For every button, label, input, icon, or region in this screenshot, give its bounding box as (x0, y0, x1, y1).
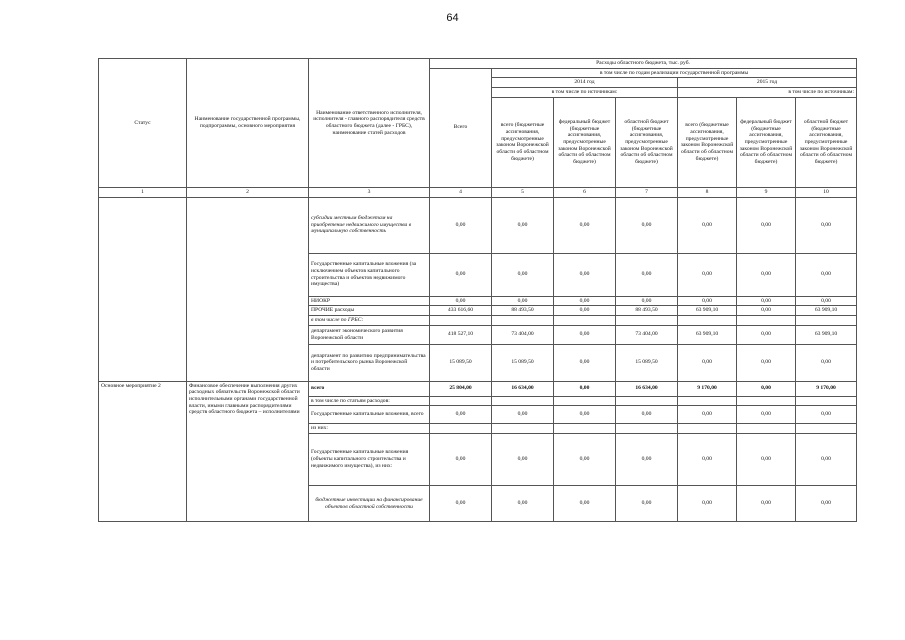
table-row (99, 197, 857, 253)
row-value: 433 616,60 (430, 306, 492, 316)
row-value: 0,00 (492, 434, 554, 486)
row-value: 0,00 (554, 381, 616, 396)
row-value: 0,00 (554, 406, 616, 424)
header-expenses: Расходы областного бюджета, тыс. руб. (430, 59, 857, 69)
row-value: 63 909,10 (678, 325, 737, 344)
header-status: Статус (99, 59, 187, 188)
row-value: 0,00 (737, 306, 796, 316)
row-value: 0,00 (737, 344, 796, 381)
row-value: 0,00 (678, 296, 737, 306)
row-value: 0,00 (492, 406, 554, 424)
row-value: 0,00 (796, 344, 857, 381)
row-label: Государственные капитальные вложения (объекты капитального строительства и недвижимого имущества), из них: (309, 434, 430, 486)
row-label: Государственные капитальные вложения (за исключением объектов капитального строительства и объектов недвижимого имущества) (309, 253, 430, 296)
header-sources-2014: в том числе по источникам: (492, 88, 678, 98)
row-value: 418 527,10 (430, 325, 492, 344)
row-value: 0,00 (554, 486, 616, 522)
header-src-total-2015: всего (бюджетные ассигнования, предусмотренные законом Воронежской области об областном бюджете) (678, 97, 737, 187)
header-executor: Наименование ответственного исполнителя, исполнителя - главного распорядителя средств областного бюджета (далее - ГРБС), наименование статей расходов (309, 59, 430, 188)
row-value: 0,00 (492, 486, 554, 522)
row-value: 0,00 (678, 434, 737, 486)
row-value: 63 909,10 (796, 325, 857, 344)
row-value: 15 089,50 (430, 344, 492, 381)
row-value: 0,00 (678, 197, 737, 253)
column-number: 4 (430, 187, 492, 197)
row-value: 0,00 (796, 197, 857, 253)
row-label: в том числе по статьям расходов: (309, 396, 430, 406)
header-src-regional-2014: областной бюджет (бюджетные ассигнования, предусмотренные законом Воронежской области об областном бюджете) (616, 97, 678, 187)
row-value: 0,00 (737, 434, 796, 486)
header-program: Наименование государственной программы, подпрограммы, основного мероприятия (187, 59, 309, 188)
row-value: 0,00 (616, 434, 678, 486)
row-value: 0,00 (554, 325, 616, 344)
row-value: 0,00 (678, 344, 737, 381)
row-value: 25 804,00 (430, 381, 492, 396)
budget-table (98, 58, 857, 522)
column-number: 8 (678, 187, 737, 197)
header-src-total-2014: всего (бюджетные ассигнования, предусмотренные законом Воронежской области об областном бюджете) (492, 97, 554, 187)
row-value: 0,00 (430, 197, 492, 253)
row-value: 16 634,00 (616, 381, 678, 396)
row-label: ПРОЧИЕ расходы (309, 306, 430, 316)
row-value: 0,00 (796, 486, 857, 522)
row-value: 0,00 (796, 406, 857, 424)
row-value: 0,00 (616, 486, 678, 522)
row-value: 0,00 (796, 253, 857, 296)
row-label: субсидии местным бюджетам на приобретение недвижимого имущества в муниципальную собственность (309, 197, 430, 253)
row-label: всего (309, 381, 430, 396)
row-value: 73 404,00 (492, 325, 554, 344)
row-value: 0,00 (678, 406, 737, 424)
row-value: 0,00 (430, 296, 492, 306)
row-value: 0,00 (554, 434, 616, 486)
row-value: 0,00 (737, 325, 796, 344)
row-value: 0,00 (492, 197, 554, 253)
row-value: 15 089,50 (492, 344, 554, 381)
row-value: 9 170,00 (796, 381, 857, 396)
row-value: 0,00 (430, 486, 492, 522)
row-value: 0,00 (616, 253, 678, 296)
column-number: 9 (737, 187, 796, 197)
column-number: 7 (616, 187, 678, 197)
row-value: 73 404,00 (616, 325, 678, 344)
row-value: 0,00 (492, 296, 554, 306)
row-value: 0,00 (678, 486, 737, 522)
row-value: 63 909,10 (678, 306, 737, 316)
row-value: 0,00 (554, 296, 616, 306)
row-value: 16 634,00 (492, 381, 554, 396)
row-value: 0,00 (430, 253, 492, 296)
header-src-federal-2015: федеральный бюджет (бюджетные ассигнования, предусмотренные законом Воронежской области об областном бюджете) (737, 97, 796, 187)
row-value: 0,00 (554, 306, 616, 316)
row-value: 0,00 (554, 344, 616, 381)
column-number: 2 (187, 187, 309, 197)
row-value: 88 493,50 (616, 306, 678, 316)
row-value: 0,00 (492, 253, 554, 296)
row-label: в том числе по ГРБС: (309, 315, 430, 325)
row-value: 0,00 (737, 406, 796, 424)
program-cell: Финансовое обеспечение выполнения других расходных обязательств Воронежской области исполнительными органами государственной власти, иными главными распорядителями средств областного бюджета – исполнителями (187, 381, 309, 521)
header-year-2015: 2015 год (678, 78, 857, 88)
table-row (99, 381, 857, 396)
column-number: 10 (796, 187, 857, 197)
header-by-years: в том числе по годам реализации государственной программы (492, 68, 857, 78)
status-cell-empty (99, 197, 187, 381)
row-value: 0,00 (616, 406, 678, 424)
column-number: 1 (99, 187, 187, 197)
row-value: 63 909,10 (796, 306, 857, 316)
row-value: 0,00 (796, 434, 857, 486)
row-value: 0,00 (554, 253, 616, 296)
column-number: 3 (309, 187, 430, 197)
column-number-row (99, 187, 857, 197)
row-value: 0,00 (737, 197, 796, 253)
header-year-2014: 2014 год (492, 78, 678, 88)
header-src-regional-2015: областной бюджет (бюджетные ассигнования, предусмотренные законом Воронежской области об областном бюджете) (796, 97, 857, 187)
row-value: 0,00 (737, 253, 796, 296)
row-value: 88 493,50 (492, 306, 554, 316)
header-src-federal-2014: федеральный бюджет (бюджетные ассигнования, предусмотренные законом Воронежской области об областном бюджете) (554, 97, 616, 187)
header-total: Всего (430, 68, 492, 187)
row-value: 0,00 (616, 197, 678, 253)
row-value: 9 170,00 (678, 381, 737, 396)
row-value: 0,00 (796, 296, 857, 306)
row-label: НИОКР (309, 296, 430, 306)
row-label: из них: (309, 424, 430, 434)
row-label: бюджетные инвестиции на финансирование объектов областной собственности (309, 486, 430, 522)
column-number: 5 (492, 187, 554, 197)
row-label: департамент экономического развития Воронежской области (309, 325, 430, 344)
row-value: 0,00 (737, 381, 796, 396)
row-value: 0,00 (430, 406, 492, 424)
row-value: 0,00 (737, 296, 796, 306)
status-cell: Основное мероприятие 2 (99, 381, 187, 521)
row-label: департамент по развитию предпринимательства и потребительского рынка Воронежской области (309, 344, 430, 381)
page-number: 64 (446, 12, 459, 24)
row-label: Государственные капитальные вложения, всего (309, 406, 430, 424)
row-value: 0,00 (554, 197, 616, 253)
row-value: 0,00 (737, 486, 796, 522)
program-cell-empty (187, 197, 309, 381)
header-sources-2015: в том числе по источникам: (678, 88, 857, 98)
row-value: 0,00 (616, 296, 678, 306)
row-value: 0,00 (430, 434, 492, 486)
row-value: 0,00 (678, 253, 737, 296)
column-number: 6 (554, 187, 616, 197)
row-value: 15 089,50 (616, 344, 678, 381)
